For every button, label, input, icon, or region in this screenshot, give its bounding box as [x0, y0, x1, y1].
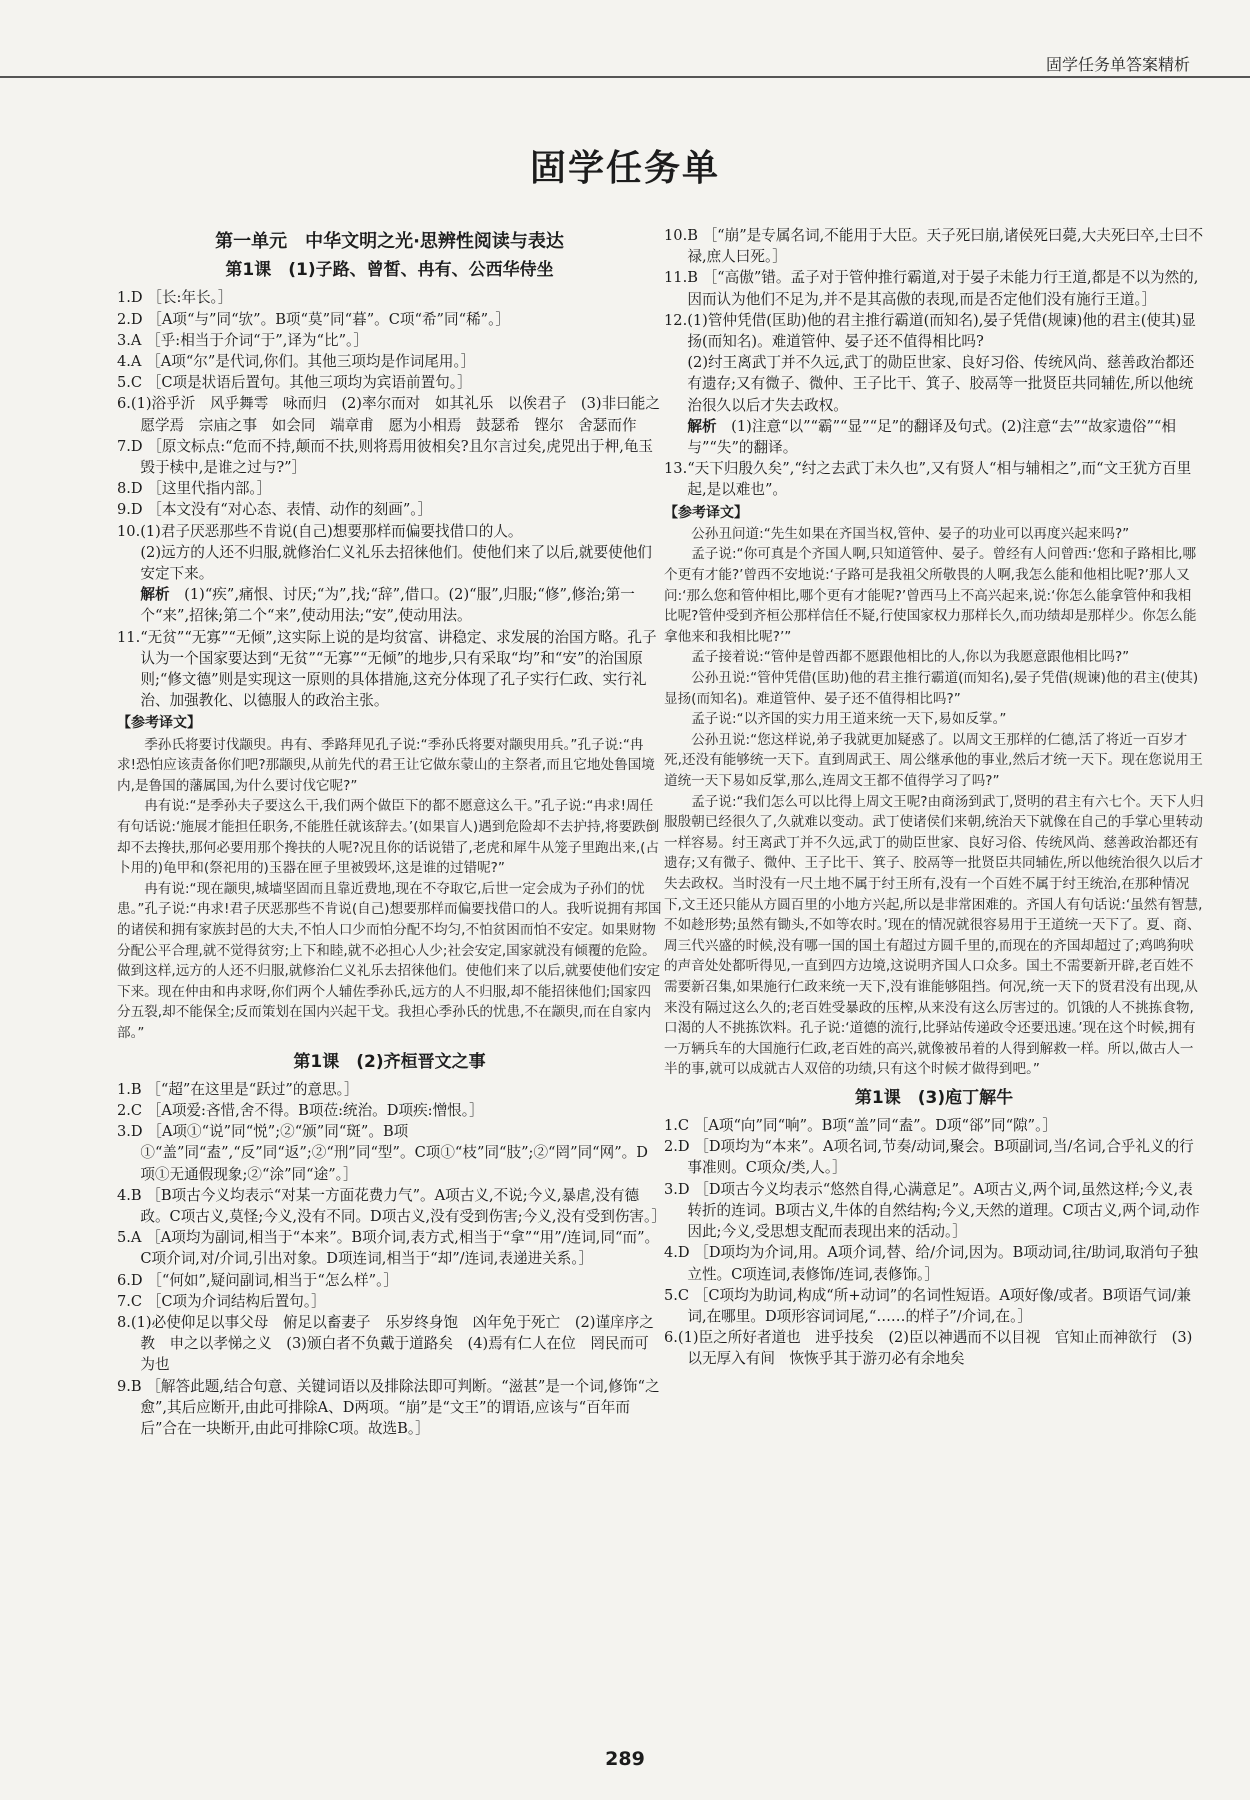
answer-item: 1.D ［长:年长。］: [117, 289, 233, 307]
analysis-label: 解析: [140, 586, 170, 604]
analysis: [117, 584, 662, 626]
answer-item: 10.B ［“崩”是专属名词,不能用于大臣。天子死曰崩,诸侯死曰薨,大夫死曰卒,士曰不禄,庶人曰死。］: [664, 227, 1204, 266]
answer-item: 2.D ［D项均为“本来”。A项名词,节奏/动词,聚会。B项副词,当/名词,合乎礼义的行事准则。C项众/类,人。］: [664, 1138, 1194, 1177]
answer-item: 9.B ［解答此题,结合句意、关键词语以及排除法即可判断。“滋甚”是一个词,修饰“之愈”,其后应断开,由此可排除A、D两项。“崩”是“文王”的谓语,应该与“百年而后”合在一块断开,由此可排除C项。故选B。］: [117, 1377, 660, 1438]
analysis-label: 解析: [687, 417, 717, 435]
answer-item: 4.B ［B项古今义均表示“对某一方面花费力气”。A项古义,不说;今义,暴虐,没有德政。C项古义,莫怪;今义,没有不同。D项古义,没有受到伤害;今义,没有受到伤害。］: [117, 1186, 666, 1225]
answer-item: 8.(1)必使仰足以事父母 俯足以畜妻子 乐岁终身饱 凶年免于死亡 (2)谨庠序之教 申之以孝悌之义 (3)颁白者不负戴于道路矣 (4)焉有仁人在位 罔民而可为也: [117, 1314, 654, 1374]
answer-item: 10.(1)君子厌恶那些不肯说(自己)想要那样而偏要找借口的人。: [117, 522, 523, 540]
translation-paragraph: 公孙丑说:“您这样说,弟子我就更加疑惑了。以周文王那样的仁德,活了将近一百岁才死,还没有能够统一天下。直到周武王、周公继承他的事业,然后才统一天下。现在您说用王道统一天下易如反掌,那么,连周文王都不值得学习了吗?”: [664, 731, 1203, 789]
header-rule: [0, 76, 1250, 78]
answer-item: 9.D ［本文没有“对心态、表情、动作的刻画”。］: [117, 501, 433, 519]
answer-item: 6.(1)浴乎沂 风乎舞雩 咏而归 (2)率尔而对 如其礼乐 以俟君子 (3)非曰能之 愿学焉 宗庙之事 如会同 端章甫 愿为小相焉 鼓瑟希 铿尔 舍瑟而作: [117, 395, 675, 434]
translation-paragraph: 孟子说:“以齐国的实力用王道来统一天下,易如反掌。”: [691, 711, 1007, 728]
translation-paragraph: 公孙丑问道:“先生如果在齐国当权,管仲、晏子的功业可以再度兴起来吗?”: [691, 525, 1130, 542]
answer-item: 11.“无贫”“无寡”“无倾”,这实际上说的是均贫富、讲稳定、求发展的治国方略。孔子认为一个国家要达到“无贫”“无寡”“无倾”的地步,只有采取“均”和“安”的治国原则;“修文德”则是实现这一原则的具体措施,这充分体现了孔子实行仁政、实行礼治、加强教化、以德服人的政治主张。: [117, 628, 657, 710]
answer-item: 11.B ［“高傲”错。孟子对于管仲推行霸道,对于晏子未能力行王道,都是不以为然的,因而认为他们不足为,并不是其高傲的表现,而是否定他们没有施行王道。］: [664, 269, 1199, 308]
translation-paragraph: 孟子说:“你可真是个齐国人啊,只知道管仲、晏子。曾经有人问曾西:‘您和子路相比,哪个更有才能?’曾西不安地说:‘子路可是我祖父所敬畏的人啊,我怎么能和他相比呢?’那人又问:‘那么您和管仲相比,哪个更有才能呢?’曾西马上不高兴起来,说:‘你怎么能拿管仲和我相比呢?管仲受到齐桓公那样信任不疑,行使国家权力那样长久,而功绩却是那样少。你怎么能拿他来和我相比呢?’”: [664, 546, 1197, 645]
answer-item: 4.A ［A项“尔”是代词,你们。其他三项均是作词尾用。］: [117, 353, 476, 371]
answer-item: 7.C ［C项为介词结构后置句。］: [117, 1292, 326, 1310]
right-column: [664, 225, 1204, 1370]
analysis: [664, 416, 1204, 458]
answer-subitem: (2)纣王离武丁并不久远,武丁的勋臣世家、良好习俗、传统风尚、慈善政治都还有遗存;又有微子、微仲、王子比干、箕子、胶鬲等一批贤臣共同辅佐,所以他统治很久以后才失去政权。: [687, 354, 1195, 414]
answer-item: 12.(1)管仲凭借(匡助)他的君主推行霸道(而知名),晏子凭借(规谏)他的君主(使其)显扬(而知名)。难道管仲、晏子还不值得相比吗?: [664, 311, 1196, 351]
translation-paragraph: 公孙丑说:“管仲凭借(匡助)他的君主推行霸道(而知名),晏子凭借(规谏)他的君主(使其)显扬(而知名)。难道管仲、晏子还不值得相比吗?”: [664, 670, 1199, 707]
translation-paragraph: 孟子说:“我们怎么可以比得上周文王呢?由商汤到武丁,贤明的君主有六七个。天下人归服殷朝已经很久了,久就难以变动。武丁使诸侯们来朝,统治天下就像在自己的手掌心里转动一样容易。纣王离武丁并不久远,武丁的勋臣世家、良好习俗、传统风尚、慈善政治都还有遗存;又有微子、微仲、王子比干、箕子、胶鬲等一批贤臣共同辅佐,所以他统治很久以后才失去政权。当时没有一尺土地不属于纣王所有,没有一个百姓不属于纣王统治,在那种情况下,文王还只能从方圆百里的小地方兴起,所以是非常困难的。齐国人有句话说:‘虽然有智慧,不如趁形势;虽然有锄头,不如等农时。’现在的情况就很容易用于王道统一天下了。夏、商、周三代兴盛的时候,没有哪一国的国土有超过方圆千里的,而现在的齐国却超过了;鸡鸣狗吠的声音处处都听得见,一直到四方边境,这说明齐国人口众多。国土不需要新开辟,老百姓不需要新召集,如果施行仁政来统一天下,没有谁能够阻挡。何况,统一天下的贤君没有出现,从来没有隔过这么久的;老百姓受暴政的压榨,从来没有这么厉害过的。饥饿的人不挑拣食物,口渴的人不挑拣饮料。孔子说:‘道德的流行,比驿站传递政令还要迅速。’现在这个时候,拥有一万辆兵车的大国施行仁政,老百姓的高兴,就像被吊着的人得到解救一样。所以,做古人一半的事,就可以成就古人双倍的功绩,只有这个时候才做得到吧。”: [664, 793, 1204, 1078]
answer-item: 2.C ［A项爱:吝惜,舍不得。B项莅:统治。D项疾:憎恨。］: [117, 1101, 484, 1119]
answer-item: 4.D ［D项均为介词,用。A项介词,替、给/介词,因为。B项动词,往/助词,取消句子独立性。C项连词,表修饰/连词,表修饰。］: [664, 1244, 1199, 1283]
analysis-text: (1)注意“以”“霸”“显”“足”的翻译及句式。(2)注意“去”“故家遗俗”“相与”“失”的翻译。: [687, 417, 1176, 457]
reference-translation-title: 【参考译文】: [664, 504, 748, 521]
left-column: [117, 225, 675, 1439]
page-number: 289: [605, 1748, 645, 1770]
translation-paragraph: 冉有说:“现在颛臾,城墙坚固而且靠近费地,现在不夺取它,后世一定会成为子孙们的忧患。”孔子说:“冉求!君子厌恶那些不肯说(自己)想要那样而偏要找借口的人。我听说拥有邦国的诸侯和拥有家族封邑的大夫,不怕人口少而怕分配不均匀,不怕贫困而怕不安定。如果财物分配公平合理,就不觉得贫穷;上下和睦,就不必担心人少;社会安定,国家就没有倾覆的危险。做到这样,远方的人还不归服,就修治仁义礼乐去招徕他们。使他们来了以后,就要使他们安定下来。现在仲由和冉求呀,你们两个人辅佐季孙氏,远方的人不归服,却不能招徕他们;国家四分五裂,却不能保全;反而策划在国内兴起干戈。我担心季孙氏的忧患,不在颛臾,而在自家内部。”: [117, 880, 662, 1041]
answer-item: 3.A ［乎:相当于介词“于”,译为“比”。］: [117, 331, 368, 349]
page-title: 固学任务单: [529, 148, 720, 189]
answer-item: 6.(1)臣之所好者道也 进乎技矣 (2)臣以神遇而不以目视 官知止而神欲行 (3)以无厚入有间 恢恢乎其于游刃必有余地矣: [664, 1329, 1193, 1368]
lesson-title-1: 第1课 (1)子路、曾皙、冉有、公西华侍坐: [225, 260, 554, 281]
translation-paragraph: 孟子接着说:“管仲是曾西都不愿跟他相比的人,你以为我愿意跟他相比吗?”: [691, 649, 1130, 666]
lesson-title-3: 第1课 (3)庖丁解牛: [854, 1087, 1014, 1108]
answer-item: 5.C ［C项是状语后置句。其他三项均为宾语前置句。］: [117, 374, 472, 392]
reference-translation-title: 【参考译文】: [117, 715, 201, 732]
answer-item: 8.D ［这里代指内部。］: [117, 480, 272, 498]
header-text: 固学任务单答案精析: [1045, 55, 1190, 74]
answer-item: 2.D ［A项“与”同“欤”。B项“莫”同“暮”。C项“希”同“稀”。］: [117, 310, 511, 328]
answer-item: 5.C ［C项均为助词,构成“所+动词”的名词性短语。A项好像/或者。B项语气词/兼词,在哪里。D项形容词词尾,“……的样子”/介词,在。］: [664, 1286, 1192, 1325]
answer-item: 5.A ［A项均为副词,相当于“本来”。B项介词,表方式,相当于“拿”“用”/连词,同“而”。C项介词,对/介词,引出对象。D项连词,相当于“却”/连词,表递进关系。］: [117, 1229, 660, 1268]
translation-paragraph: 冉有说:“是季孙夫子要这么干,我们两个做臣下的都不愿意这么干。”孔子说:“冉求!周任有句话说:‘施展才能担任职务,不能胜任就该辞去。’(如果盲人)遇到危险却不去护持,将要跌倒却不去搀扶,那何必要用那个搀扶的人呢?况且你的话说错了,老虎和犀牛从笼子里跑出来,(占卜用的)龟甲和(祭祀用的)玉器在匣子里被毁坏,这是谁的过错呢?”: [117, 798, 660, 877]
answer-item: 3.D ［D项古今义均表示“悠然自得,心满意足”。A项古义,两个词,虽然这样;今义,表转折的连词。B项古义,牛体的自然结构;今义,天然的道理。C项古义,两个词,动作因此;今义,受思想支配而表现出来的活动。］: [664, 1180, 1200, 1241]
lesson-title-2: 第1课 (2)齐桓晋文之事: [293, 1051, 486, 1072]
translation-paragraph: 季孙氏将要讨伐颛臾。冉有、季路拜见孔子说:“季孙氏将要对颛臾用兵。”孔子说:“冉求!恐怕应该责备你们吧?那颛臾,从前先代的君王让它做东蒙山的主祭者,而且它地处鲁国境内,是鲁国的藩属国,为什么要讨伐它呢?”: [117, 736, 655, 794]
answer-item: 1.B ［“超”在这里是“跃过”的意思。］: [117, 1080, 359, 1098]
answer-item: 13.“天下归殷久矣”,“纣之去武丁未久也”,又有贤人“相与辅相之”,而“文王犹方百里起,是以难也”。: [664, 460, 1192, 499]
answer-item: 1.C ［A项“向”同“响”。B项“盖”同“盍”。D项“郤”同“隙”。］: [664, 1117, 1058, 1135]
answer-item: 7.D ［原文标点:“危而不持,颠而不扶,则将焉用彼相矣?且尔言过矣,虎兕出于柙,龟玉毁于椟中,是谁之过与?”］: [117, 437, 654, 477]
answer-item: 3.D ［A项①“说”同“悦”;②“颁”同“斑”。B项①“盖”同“盍”,“反”同“返”;②“刑”同“型”。C项①“枝”同“肢”;②“罔”同“网”。D项①无通假现象;②“涂”同“途”。］: [117, 1123, 648, 1183]
unit-title: 第一单元 中华文明之光·思辨性阅读与表达: [215, 231, 564, 252]
analysis-text: (1)“疾”,痛恨、讨厌;“为”,找;“辞”,借口。(2)“服”,归服;“修”,修治;第一个“来”,招徕;第二个“来”,使动用法;“安”,使动用法。: [140, 586, 635, 625]
answer-item: 6.D ［“何如”,疑问副词,相当于“怎么样”。］: [117, 1271, 398, 1289]
answer-subitem: (2)远方的人还不归服,就修治仁义礼乐去招徕他们。使他们来了以后,就要使他们安定下来。: [140, 543, 652, 583]
